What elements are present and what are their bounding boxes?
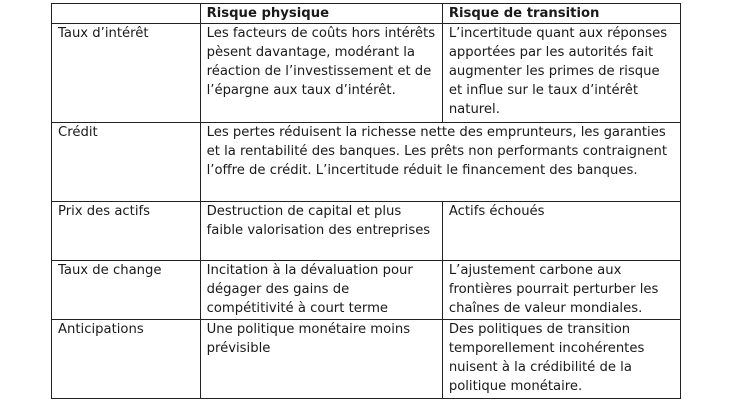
header-cell-empty	[52, 4, 201, 24]
cell-transition: L’ajustement carbone aux frontières pourrait perturber les chaînes de valeur mondiales.	[442, 261, 680, 320]
table-row	[52, 261, 681, 320]
cell-transition: Des politiques de transition temporellement incohérentes nuisent à la crédibilité de la politique monétaire.	[442, 320, 680, 399]
table-row	[52, 320, 681, 399]
table-row	[52, 202, 681, 261]
table-row	[52, 123, 681, 202]
header-cell-risque-physique: Risque physique	[200, 4, 442, 24]
cell-physique: Incitation à la dévaluation pour dégager des gains de compétitivité à court terme	[200, 261, 442, 320]
row-label-prix-actifs: Prix des actifs	[52, 202, 201, 261]
cell-transition: Actifs échoués	[442, 202, 680, 261]
risk-comparison-table	[51, 3, 681, 399]
cell-merged: Les pertes réduisent la richesse nette des emprunteurs, les garanties et la rentabilité des banques. Les prêts non performants contraignent l’offre de crédit. L’incertitude réduit le financement des banques.	[200, 123, 680, 202]
table-header-row	[52, 4, 681, 24]
table-row	[52, 24, 681, 123]
cell-transition: L’incertitude quant aux réponses apportées par les autorités fait augmenter les primes de risque et influe sur le taux d’intérêt naturel.	[442, 24, 680, 123]
row-label-credit: Crédit	[52, 123, 201, 202]
row-label-taux-change: Taux de change	[52, 261, 201, 320]
cell-physique: Destruction de capital et plus faible valorisation des entreprises	[200, 202, 442, 261]
header-cell-risque-transition: Risque de transition	[442, 4, 680, 24]
cell-physique: Les facteurs de coûts hors intérêts pèsent davantage, modérant la réaction de l’investissement et de l’épargne aux taux d’intérêt.	[200, 24, 442, 123]
row-label-anticipations: Anticipations	[52, 320, 201, 399]
row-label-taux-interet: Taux d’intérêt	[52, 24, 201, 123]
cell-physique: Une politique monétaire moins prévisible	[200, 320, 442, 399]
